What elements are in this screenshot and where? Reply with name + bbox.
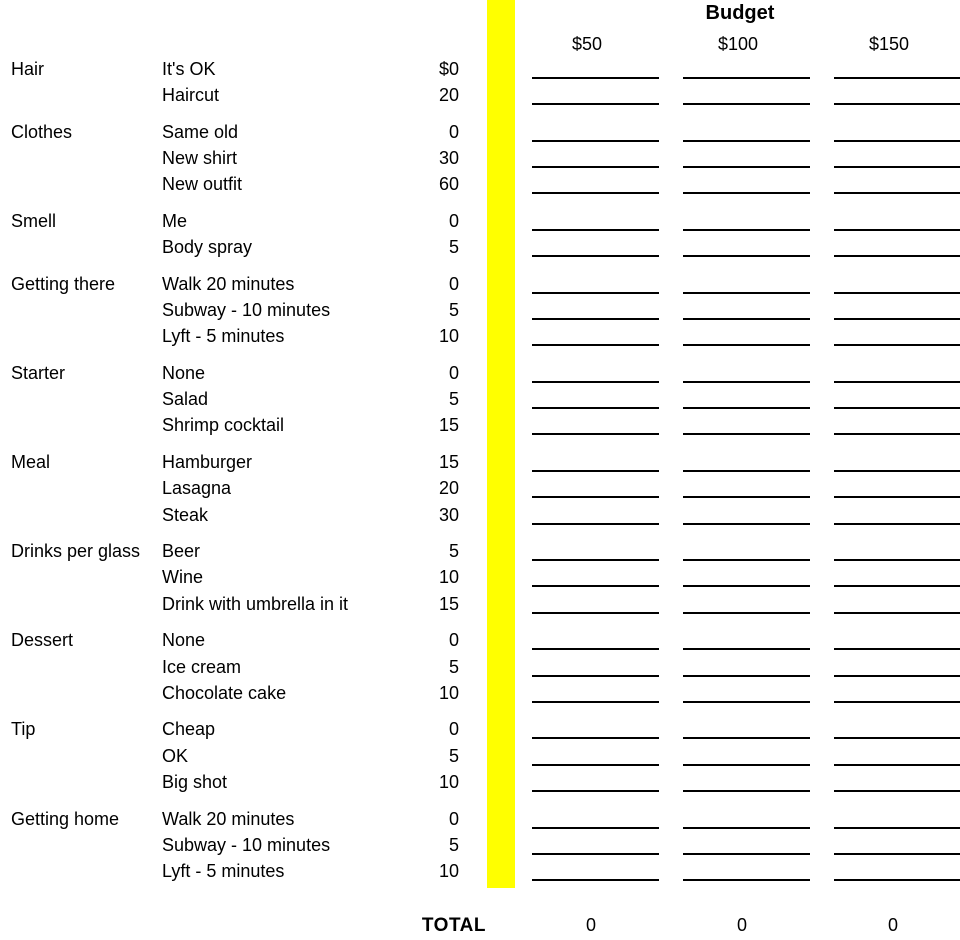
option-cost: 5 (448, 389, 459, 410)
option-label: New shirt (162, 148, 238, 169)
option-cost: 20 (438, 85, 459, 106)
total-label: TOTAL (421, 915, 486, 936)
budget-blank-line-1[interactable] (532, 318, 659, 320)
option-label: Lasagna (162, 478, 232, 499)
option-label: Same old (162, 121, 239, 142)
budget-blank-line-1[interactable] (532, 523, 659, 525)
budget-blank-line-3[interactable] (834, 879, 960, 881)
budget-blank-line-2[interactable] (683, 381, 810, 383)
budget-blank-line-2[interactable] (683, 764, 810, 766)
option-label: Walk 20 minutes (162, 808, 295, 829)
category-label: Getting there (11, 273, 116, 294)
option-cost: 0 (448, 363, 459, 383)
option-cost: 5 (448, 237, 459, 258)
budget-blank-line-2[interactable] (683, 523, 810, 525)
budget-blank-line-2[interactable] (683, 737, 810, 739)
budget-blank-line-1[interactable] (532, 648, 659, 650)
option-cost: $0 (438, 59, 459, 79)
option-label: Body spray (162, 237, 253, 258)
option-label: OK (162, 745, 189, 766)
option-label: Subway - 10 minutes (162, 300, 331, 321)
category-label: Clothes (11, 121, 73, 142)
option-cost: 0 (448, 719, 459, 740)
yellow-divider-bar (487, 0, 515, 888)
option-cost: 0 (448, 121, 459, 142)
budget-blank-line-2[interactable] (683, 166, 810, 168)
option-cost: 15 (438, 452, 459, 473)
budget-blank-line-1[interactable] (532, 407, 659, 409)
budget-blank-line-2[interactable] (683, 701, 810, 703)
budget-blank-line-3[interactable] (834, 433, 960, 435)
budget-blank-line-1[interactable] (532, 344, 659, 346)
budget-blank-line-2[interactable] (683, 344, 810, 346)
budget-blank-line-3[interactable] (834, 585, 960, 587)
budget-blank-line-3[interactable] (834, 764, 960, 766)
budget-blank-line-1[interactable] (532, 853, 659, 855)
budget-blank-line-2[interactable] (683, 496, 810, 498)
budget-blank-line-3[interactable] (834, 292, 960, 294)
option-cost: 5 (448, 541, 459, 562)
option-cost: 15 (438, 415, 459, 436)
budget-blank-line-1[interactable] (532, 559, 659, 561)
budget-blank-line-1[interactable] (532, 764, 659, 766)
budget-blank-line-1[interactable] (532, 292, 659, 294)
budget-blank-line-3[interactable] (834, 103, 960, 105)
budget-blank-line-1[interactable] (532, 496, 659, 498)
option-label: Ice cream (162, 656, 242, 677)
budget-blank-line-2[interactable] (683, 192, 810, 194)
option-cost: 10 (438, 326, 459, 347)
budget-blank-line-3[interactable] (834, 701, 960, 703)
budget-blank-line-3[interactable] (834, 737, 960, 739)
option-label: Chocolate cake (162, 682, 287, 703)
budget-blank-line-1[interactable] (532, 255, 659, 257)
budget-blank-line-2[interactable] (683, 559, 810, 561)
option-cost: 30 (438, 148, 459, 169)
budget-blank-line-3[interactable] (834, 318, 960, 320)
category-label: Hair (11, 59, 45, 79)
option-cost: 0 (448, 808, 459, 829)
option-label: It's OK (162, 59, 216, 79)
budget-blank-line-2[interactable] (683, 879, 810, 881)
option-label: Lyft - 5 minutes (162, 326, 285, 347)
budget-blank-line-2[interactable] (683, 77, 810, 79)
option-label: Steak (162, 504, 209, 525)
budget-blank-line-2[interactable] (683, 612, 810, 614)
option-label: None (162, 630, 206, 651)
budget-blank-line-2[interactable] (683, 433, 810, 435)
budget-blank-line-1[interactable] (532, 140, 659, 142)
option-cost: 15 (438, 593, 459, 614)
option-cost: 5 (448, 834, 459, 855)
option-cost: 10 (438, 682, 459, 703)
option-label: Salad (162, 389, 209, 410)
budget-blank-line-3[interactable] (834, 381, 960, 383)
option-label: Cheap (162, 719, 216, 740)
option-cost: 5 (448, 656, 459, 677)
budget-blank-line-1[interactable] (532, 433, 659, 435)
budget-blank-line-3[interactable] (834, 790, 960, 792)
budget-blank-line-2[interactable] (683, 318, 810, 320)
budget-blank-line-1[interactable] (532, 612, 659, 614)
budget-blank-line-3[interactable] (834, 229, 960, 231)
option-label: Me (162, 211, 188, 231)
option-label: Lyft - 5 minutes (162, 860, 285, 881)
budget-blank-line-2[interactable] (683, 675, 810, 677)
category-label: Smell (11, 211, 57, 231)
budget-blank-line-1[interactable] (532, 827, 659, 829)
budget-blank-line-2[interactable] (683, 103, 810, 105)
option-cost: 20 (438, 478, 459, 499)
budget-blank-line-3[interactable] (834, 192, 960, 194)
option-cost: 10 (438, 860, 459, 881)
budget-blank-line-1[interactable] (532, 103, 659, 105)
budget-blank-line-1[interactable] (532, 701, 659, 703)
budget-blank-line-1[interactable] (532, 192, 659, 194)
budget-blank-line-2[interactable] (683, 648, 810, 650)
budget-blank-line-2[interactable] (683, 255, 810, 257)
budget-blank-line-3[interactable] (834, 648, 960, 650)
budget-blank-line-1[interactable] (532, 166, 659, 168)
budget-blank-line-3[interactable] (834, 407, 960, 409)
option-cost: 10 (438, 771, 459, 792)
budget-column-header-50: $50 (571, 34, 603, 54)
budget-blank-line-2[interactable] (683, 229, 810, 231)
budget-blank-line-1[interactable] (532, 470, 659, 472)
budget-blank-line-3[interactable] (834, 523, 960, 525)
option-label: New outfit (162, 174, 243, 195)
option-cost: 60 (438, 174, 459, 195)
budget-blank-line-3[interactable] (834, 496, 960, 498)
budget-blank-line-3[interactable] (834, 166, 960, 168)
option-label: None (162, 363, 206, 383)
budget-blank-line-2[interactable] (683, 407, 810, 409)
category-label: Meal (11, 452, 51, 473)
budget-blank-line-2[interactable] (683, 140, 810, 142)
budget-blank-line-2[interactable] (683, 585, 810, 587)
budget-blank-line-2[interactable] (683, 292, 810, 294)
budget-blank-line-3[interactable] (834, 140, 960, 142)
budget-blank-line-3[interactable] (834, 344, 960, 346)
budget-blank-line-3[interactable] (834, 827, 960, 829)
category-label: Tip (11, 719, 36, 740)
budget-blank-line-1[interactable] (532, 879, 659, 881)
budget-blank-line-1[interactable] (532, 585, 659, 587)
option-cost: 0 (448, 273, 459, 294)
category-label: Starter (11, 363, 66, 383)
budget-blank-line-3[interactable] (834, 612, 960, 614)
budget-blank-line-2[interactable] (683, 790, 810, 792)
option-cost: 0 (448, 211, 459, 231)
option-cost: 0 (448, 630, 459, 651)
budget-blank-line-1[interactable] (532, 737, 659, 739)
category-label: Getting home (11, 808, 120, 829)
budget-blank-line-3[interactable] (834, 470, 960, 472)
budget-blank-line-3[interactable] (834, 675, 960, 677)
option-label: Subway - 10 minutes (162, 834, 331, 855)
budget-blank-line-1[interactable] (532, 675, 659, 677)
option-label: Beer (162, 541, 201, 562)
budget-blank-line-1[interactable] (532, 77, 659, 79)
total-value-150: 0 (887, 915, 898, 935)
budget-blank-line-1[interactable] (532, 229, 659, 231)
budget-blank-line-3[interactable] (834, 77, 960, 79)
option-cost: 30 (438, 504, 459, 525)
option-label: Haircut (162, 85, 220, 106)
budget-column-header-100: $100 (717, 34, 759, 54)
total-value-100: 0 (736, 915, 747, 935)
budget-blank-line-1[interactable] (532, 790, 659, 792)
option-label: Hamburger (162, 452, 253, 473)
option-cost: 5 (448, 745, 459, 766)
budget-title: Budget (705, 2, 775, 24)
option-cost: 5 (448, 300, 459, 321)
budget-blank-line-2[interactable] (683, 470, 810, 472)
budget-blank-line-2[interactable] (683, 827, 810, 829)
option-label: Drink with umbrella in it (162, 593, 349, 614)
option-label: Shrimp cocktail (162, 415, 285, 436)
budget-blank-line-3[interactable] (834, 559, 960, 561)
budget-blank-line-3[interactable] (834, 255, 960, 257)
option-label: Walk 20 minutes (162, 273, 295, 294)
option-label: Big shot (162, 771, 228, 792)
budget-blank-line-3[interactable] (834, 853, 960, 855)
total-value-50: 0 (585, 915, 596, 935)
budget-blank-line-2[interactable] (683, 853, 810, 855)
category-label: Drinks per glass (11, 541, 141, 562)
category-label: Dessert (11, 630, 74, 651)
budget-column-header-150: $150 (868, 34, 910, 54)
option-cost: 10 (438, 567, 459, 588)
budget-blank-line-1[interactable] (532, 381, 659, 383)
option-label: Wine (162, 567, 204, 588)
